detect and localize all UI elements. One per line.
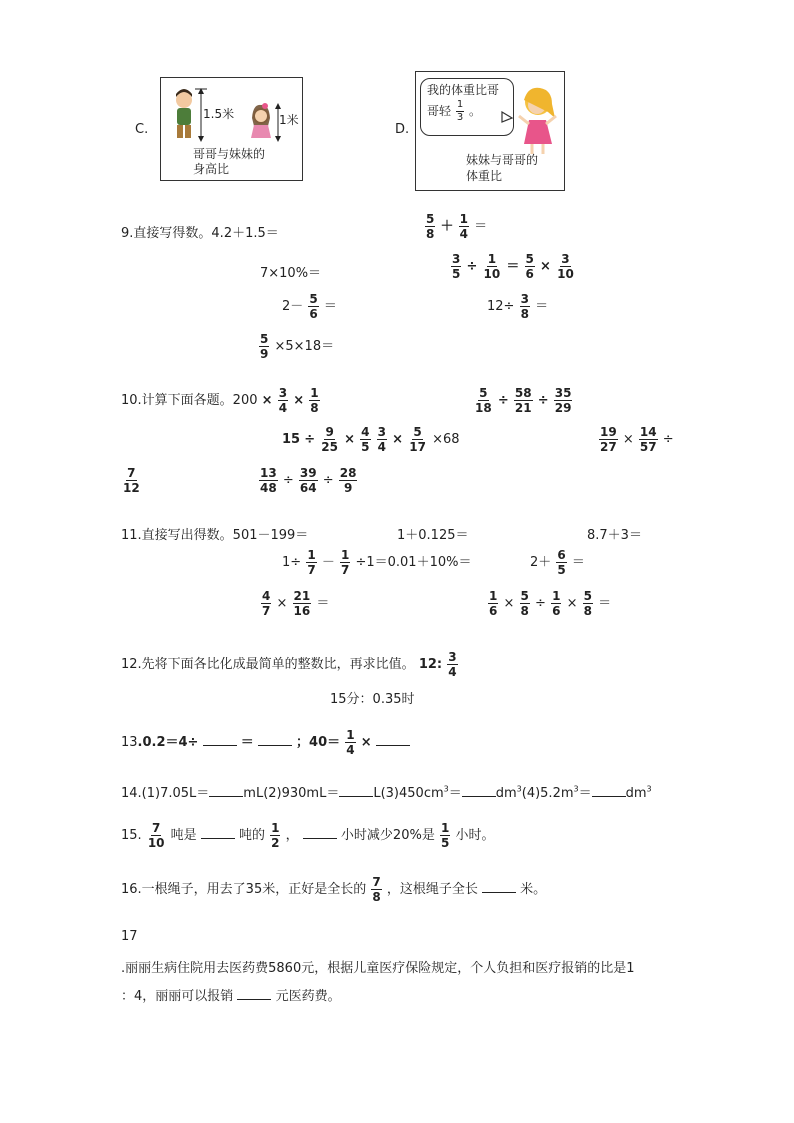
option-c-caption-line1: 哥哥与妹妹的 — [193, 147, 266, 161]
fraction: $\frac{1}{6}$ — [552, 589, 561, 618]
q15-line: 15. $\frac{7}{10}$ 吨是 吨的 $\frac{1}{2}$ ， 小时减少20%是 $\frac{1}{5}$ 小时。 — [121, 821, 495, 850]
option-d-figure — [415, 71, 565, 191]
fraction: $\frac{1}{7}$ — [340, 548, 350, 577]
fraction: $\frac{3}{4}$ — [278, 386, 288, 415]
fraction: $\frac{28}{9}$ — [339, 466, 357, 495]
fraction: $\frac{5}{17}$ — [409, 425, 426, 454]
answer-blank[interactable] — [201, 826, 235, 839]
answer-blank[interactable] — [376, 733, 410, 746]
bubble-line1: 我的体重比哥 — [427, 83, 500, 97]
answer-blank[interactable] — [237, 987, 271, 1000]
fraction: $\frac{1}{4}$ — [459, 212, 469, 241]
fraction: $\frac{3}{10}$ — [557, 252, 574, 281]
fraction: $\frac{5}{8}$ — [583, 589, 592, 618]
q12-line: 12.先将下面各比化成最简单的整数比，再求比值。 12: $\frac{3}{4}$ — [121, 650, 457, 679]
q11-item-a: 11.直接写出得数。501－199＝ — [121, 528, 309, 543]
fraction: $\frac{35}{29}$ — [554, 386, 572, 415]
answer-blank[interactable] — [462, 784, 496, 797]
answer-blank[interactable] — [303, 826, 337, 839]
fraction: $\frac{14}{57}$ — [639, 425, 657, 454]
fraction: $\frac{5}{6}$ — [309, 292, 318, 321]
q10-item-1: 10.计算下面各题。200 × $\frac{3}{4}$ × $\frac{1}{8}$ — [121, 386, 319, 415]
q9-item-b: 7×10%＝ — [260, 266, 322, 281]
q9-intro-text: .直接写得数。4.2＋1.5＝ — [129, 226, 279, 241]
q14-line: $14.(1)7.05L= mL(2)930mL= L(3)450cm^3= dm^3(4)5.2m^3= dm^3$ — [121, 784, 652, 801]
q10-item-2: $\frac{5}{18}$ ÷ $\frac{58}{21}$ ÷ $\frac{35}{29}$ — [475, 386, 572, 415]
q10-item-5: $\frac{13}{48}$ ÷ $\frac{39}{64}$ ÷ $\frac{28}{9}$ — [260, 466, 357, 495]
answer-blank[interactable] — [203, 733, 237, 746]
q17-line1: .丽丽生病住院用去医药费5860元，根据儿童医疗保险规定，个人负担和医疗报销的比是1 — [121, 961, 635, 976]
q9-item-d: 12÷ $\frac{3}{8}$ ＝ — [487, 292, 549, 321]
q10-item-3: 15 ÷ $\frac{9}{25}$ × $\frac{4}{5}$ $\frac{3}{4}$ × $\frac{5}{17}$ ×68 — [282, 425, 460, 454]
answer-blank[interactable] — [258, 733, 292, 746]
fraction: $\frac{21}{16}$ — [293, 589, 311, 618]
brother-illustration — [161, 78, 301, 178]
fraction: $\frac{6}{5}$ — [557, 548, 566, 577]
fraction: $\frac{4}{5}$ — [361, 425, 370, 454]
fraction: $\frac{39}{64}$ — [299, 466, 317, 495]
q11-item-d: 1÷ $\frac{1}{7}$ － $\frac{1}{7}$ ÷1＝0.01＋10%＝ — [282, 548, 472, 577]
q9-item-a: $\frac{5}{8}$ ＋ $\frac{1}{4}$ ＝ — [426, 212, 488, 241]
fraction: $\frac{3}{4}$ — [448, 650, 457, 679]
fraction: $\frac{1}{5}$ — [440, 821, 450, 850]
q11-item-f: $\frac{4}{7}$ × $\frac{21}{16}$ ＝ — [262, 589, 330, 618]
option-c-label: C. — [135, 122, 149, 137]
fraction: $\frac{3}{8}$ — [520, 292, 529, 321]
option-c-figure — [160, 77, 303, 181]
answer-blank[interactable] — [339, 784, 373, 797]
option-d-label: D. — [395, 122, 410, 137]
fraction: $\frac{7}{10}$ — [147, 821, 165, 850]
q11-item-e: 2＋ $\frac{6}{5}$ ＝ — [530, 548, 585, 577]
fraction: $\frac{3}{5}$ — [452, 252, 461, 281]
bubble-frac-num: 1 — [456, 99, 464, 110]
fraction: $\frac{5}{8}$ — [520, 589, 529, 618]
fraction: $\frac{19}{27}$ — [600, 425, 617, 454]
q10-item-4-cont — [121, 467, 142, 494]
fraction: $\frac{58}{21}$ — [514, 386, 532, 415]
fraction: $\frac{13}{48}$ — [260, 466, 277, 495]
q11-item-b: 1＋0.125＝ — [397, 528, 469, 543]
fraction: $\frac{1}{4}$ — [346, 728, 355, 757]
fraction: $\frac{5}{9}$ — [260, 332, 269, 361]
q9-intro — [121, 222, 279, 241]
fraction: $\frac{5}{6}$ — [525, 252, 534, 281]
q10-item-4: $\frac{19}{27}$ × $\frac{14}{57}$ ÷ — [600, 425, 674, 454]
fraction: $\frac{7}{12}$ — [123, 466, 140, 495]
q11-item-g: $\frac{1}{6}$ × $\frac{5}{8}$ ÷ $\frac{1}{6}$ × $\frac{5}{8}$ ＝ — [489, 589, 612, 618]
q17-line2: ：4，丽丽可以报销 元医药费。 — [121, 989, 341, 1004]
fraction: $\frac{1}{6}$ — [489, 589, 498, 618]
fraction: $\frac{1}{8}$ — [310, 386, 319, 415]
fraction: $\frac{3}{4}$ — [377, 425, 387, 454]
q9-number: 9 — [121, 226, 130, 241]
option-c-caption-line2: 身高比 — [193, 162, 230, 176]
answer-blank[interactable] — [592, 784, 626, 797]
q9-item-c: 2－ $\frac{5}{6}$ ＝ — [282, 292, 337, 321]
fraction: $\frac{5}{18}$ — [475, 386, 492, 415]
fraction: $\frac{1}{7}$ — [307, 548, 316, 577]
bubble-frac-den: 3 — [456, 112, 464, 123]
brother-height-label: 1.5米 — [203, 107, 235, 121]
sister-height-label: 1米 — [279, 113, 299, 127]
q13-line: 13.0.2＝4÷ ＝ ；40＝ $\frac{1}{4}$ × — [121, 729, 410, 756]
fraction: $\frac{4}{7}$ — [262, 589, 271, 618]
option-d-caption-line2: 体重比 — [466, 169, 503, 183]
q9-item-e: $\frac{5}{9}$ ×5×18＝ — [260, 332, 335, 361]
q9-item-f: $\frac{3}{5}$ ÷ $\frac{1}{10}$ ＝ $\frac{5}{6}$ × $\frac{3}{10}$ — [452, 252, 574, 281]
answer-blank[interactable] — [482, 880, 516, 893]
q12-item-2: 15分：0.35时 — [330, 692, 415, 707]
fraction: $\frac{1}{10}$ — [483, 252, 501, 281]
q17-number: 17 — [121, 929, 138, 944]
fraction: $\frac{7}{8}$ — [372, 875, 381, 904]
q16-line: 16.一根绳子，用去了35米，正好是全长的 $\frac{7}{8}$ ，这根绳子全长 米。 — [121, 875, 547, 904]
fraction: $\frac{5}{8}$ — [426, 212, 435, 241]
fraction: $\frac{1}{2}$ — [271, 821, 280, 850]
bubble-end: 。 — [469, 104, 482, 118]
option-d-caption-line1: 妹妹与哥哥的 — [466, 153, 539, 167]
q11-item-c: 8.7＋3＝ — [587, 528, 642, 543]
answer-blank[interactable] — [209, 784, 243, 797]
fraction: $\frac{9}{25}$ — [321, 425, 338, 454]
bubble-line2-text: 哥轻 — [427, 104, 452, 118]
